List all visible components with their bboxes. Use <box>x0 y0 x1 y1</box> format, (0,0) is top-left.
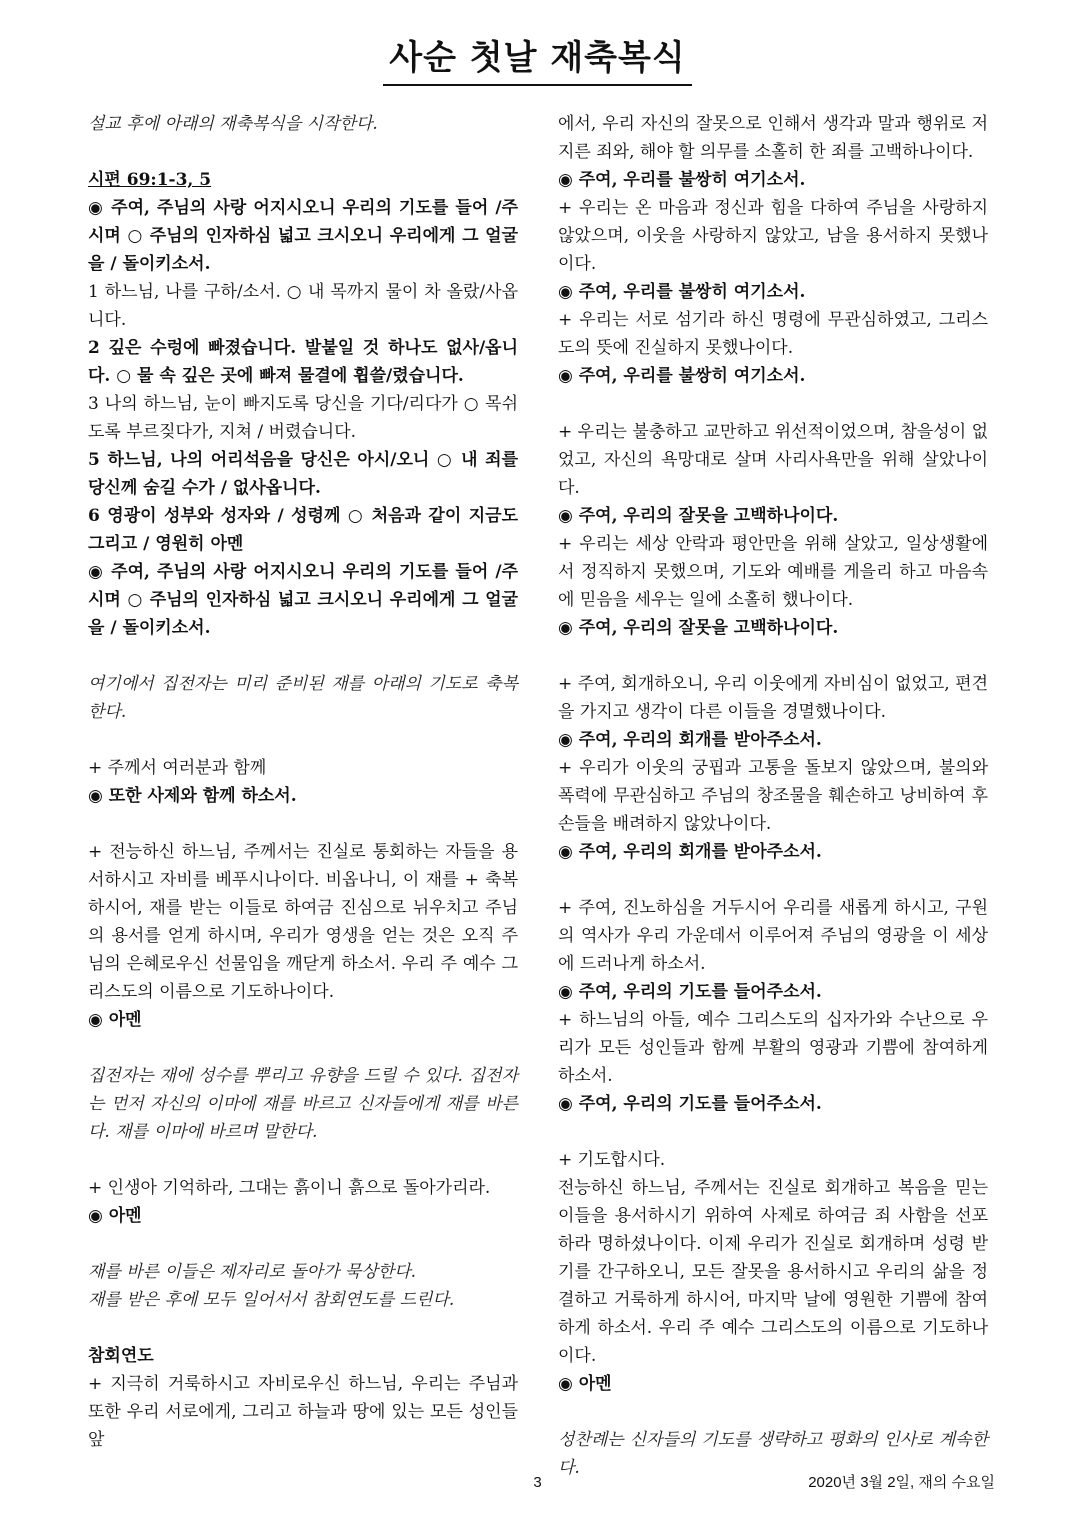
paragraph-spacer <box>88 1034 518 1062</box>
paragraph-spacer <box>558 642 988 670</box>
liturgy-text: + 인생아 기억하라, 그대는 흙이니 흙으로 돌아가리라. <box>88 1178 491 1198</box>
liturgy-text: + 기도합시다. <box>558 1150 666 1170</box>
rubric-text: 성찬례는 신자들의 기도를 생략하고 평화의 인사로 계속한다. <box>558 1430 988 1478</box>
right-column <box>558 110 988 1482</box>
liturgy-text: + 하느님의 아들, 예수 그리스도의 십자가와 수난으로 우리가 모든 성인들과 함께 부활의 영광과 기쁨에 참여하게 하소서. <box>558 1010 988 1086</box>
paragraph-spacer <box>88 726 518 754</box>
rubric-text: 집전자는 재에 성수를 뿌리고 유향을 드릴 수 있다. 집전자는 먼저 자신의 이마에 재를 바르고 신자들에게 재를 바른다. 재를 이마에 바르며 말한다. <box>88 1066 518 1142</box>
rubric-text: 설교 후에 아래의 재축복식을 시작한다. <box>88 114 378 134</box>
response-text: ◉ 주여, 주님의 사랑 어지시오니 우리의 기도를 들어 /주시며 ○ 주님의 인자하심 넓고 크시오니 우리에게 그 얼굴을 / 돌이키소서. <box>88 198 518 274</box>
response-text: ◉ 아멘 <box>88 1010 142 1030</box>
left-column <box>88 110 518 1454</box>
liturgy-text: + 우리가 이웃의 궁핍과 고통을 돌보지 않았으며, 불의와 폭력에 무관심하고 주님의 창조물을 훼손하고 낭비하여 후손들을 배려하지 않았나이다. <box>558 758 988 834</box>
liturgy-text: 전능하신 하느님, 주께서는 진실로 회개하고 복음을 믿는 이들을 용서하시기 위하여 사제로 하여금 죄 사함을 선포하라 명하셨나이다. 이제 우리가 진실로 회개하며 성령 받기를 간구하오니, 모든 잘못을 용서하시고 우리의 삶을 정결하고 거룩하게 하시어, 마지막 날에 영원한 기쁨에 참여하게 하소서. 우리 주 예수 그리스도의 이름으로 기도하나이다. <box>558 1178 988 1366</box>
liturgy-text: + 우리는 불충하고 교만하고 위선적이었으며, 참을성이 없었고, 자신의 욕망대로 살며 사리사욕만을 위해 살았나이다. <box>558 422 988 498</box>
response-text: 참회연도 <box>88 1346 154 1366</box>
response-text: ◉ 또한 사제와 함께 하소서. <box>88 786 297 806</box>
response-text: ◉ 주여, 우리의 기도를 들어주소서. <box>558 982 822 1002</box>
liturgy-text: + 주여, 회개하오니, 우리 이웃에게 자비심이 없었고, 편견을 가지고 생각이 다른 이들을 경멸했나이다. <box>558 674 988 722</box>
paragraph-spacer <box>88 642 518 670</box>
page-title-text: 사순 첫날 재축복식 <box>383 38 691 86</box>
liturgy-text: + 우리는 온 마음과 정신과 힘을 다하여 주님을 사랑하지 않았으며, 이웃을 사랑하지 않았고, 남을 용서하지 못했나이다. <box>558 198 988 274</box>
response-text: ◉ 주여, 주님의 사랑 어지시오니 우리의 기도를 들어 /주시며 ○ 주님의 인자하심 넓고 크시오니 우리에게 그 얼굴을 / 돌이키소서. <box>88 562 518 638</box>
liturgy-text: 1 하느님, 나를 구하/소서. ○ 내 목까지 물이 차 올랐/사옵니다. <box>88 282 518 330</box>
response-text: ◉ 주여, 우리의 회개를 받아주소서. <box>558 730 822 750</box>
liturgy-text: + 우리는 서로 섬기라 하신 명령에 무관심하였고, 그리스도의 뜻에 진실하지 못했나이다. <box>558 310 988 358</box>
liturgy-text: + 우리는 세상 안락과 평안만을 위해 살았고, 일상생활에서 정직하지 못했으며, 기도와 예배를 게을리 하고 마음속에 믿음을 세우는 일에 소홀히 했나이다. <box>558 534 988 610</box>
response-text: ◉ 주여, 우리를 불쌍히 여기소서. <box>558 366 806 386</box>
response-text: ◉ 주여, 우리의 잘못을 고백하나이다. <box>558 618 839 638</box>
rubric-text: 여기에서 집전자는 미리 준비된 재를 아래의 기도로 축복한다. <box>88 674 518 722</box>
response-text: 2 깊은 수렁에 빠졌습니다. 발붙일 것 하나도 없사/옵니다. ○ 물 속 깊은 곳에 빠져 물결에 휩쓸/렸습니다. <box>88 338 518 386</box>
liturgy-text: 3 나의 하느님, 눈이 빠지도록 당신을 기다/리다가 ○ 목쉬도록 부르짖다가, 지쳐 / 버렸습니다. <box>88 394 518 442</box>
liturgy-text: + 전능하신 하느님, 주께서는 진실로 통회하는 자들을 용서하시고 자비를 베푸시나이다. 비옵나니, 이 재를 + 축복하시어, 재를 받는 이들로 하여금 진심으로 뉘우치고 주님의 용서를 얻게 하시며, 우리가 영생을 얻는 것은 오직 주님의 은혜로우신 선물임을 깨닫게 하소서. 우리 주 예수 그리스도의 이름으로 기도하나이다. <box>88 842 518 1002</box>
paragraph-spacer <box>88 810 518 838</box>
rubric-text: 재를 바른 이들은 제자리로 돌아가 묵상한다. <box>88 1262 417 1282</box>
paragraph-spacer <box>88 1314 518 1342</box>
paragraph-spacer <box>558 866 988 894</box>
paragraph-spacer <box>558 390 988 418</box>
response-text: ◉ 아멘 <box>558 1374 612 1394</box>
response-text: ◉ 주여, 우리의 회개를 받아주소서. <box>558 842 822 862</box>
liturgy-text: + 주여, 진노하심을 거두시어 우리를 새롭게 하시고, 구원의 역사가 우리 가운데서 이루어져 주님의 영광을 이 세상에 드러나게 하소서. <box>558 898 988 974</box>
liturgy-text: + 주께서 여러분과 함께 <box>88 758 267 778</box>
rubric-text: 재를 받은 후에 모두 일어서서 참회연도를 드린다. <box>88 1290 455 1310</box>
paragraph-spacer <box>558 1118 988 1146</box>
response-text: ◉ 주여, 우리를 불쌍히 여기소서. <box>558 170 806 190</box>
response-text: ◉ 아멘 <box>88 1206 142 1226</box>
page-number: 3 <box>533 1474 542 1491</box>
response-text: 5 하느님, 나의 어리석음을 당신은 아시/오니 ○ 내 죄를 당신께 숨길 수가 / 없사옵니다. <box>88 450 518 498</box>
page-title <box>0 38 1075 86</box>
footer-date: 2020년 3월 2일, 재의 수요일 <box>808 1474 995 1491</box>
section-heading: 시편 69:1-3, 5 <box>88 170 212 190</box>
paragraph-spacer <box>88 1146 518 1174</box>
response-text: ◉ 주여, 우리를 불쌍히 여기소서. <box>558 282 806 302</box>
paragraph-spacer <box>558 1398 988 1426</box>
response-text: 6 영광이 성부와 성자와 / 성령께 ○ 처음과 같이 지금도 그리고 / 영원히 아멘 <box>88 506 518 554</box>
liturgy-text: 에서, 우리 자신의 잘못으로 인해서 생각과 말과 행위로 저지른 죄와, 해야 할 의무를 소홀히 한 죄를 고백하나이다. <box>558 114 988 162</box>
response-text: ◉ 주여, 우리의 잘못을 고백하나이다. <box>558 506 839 526</box>
response-text: ◉ 주여, 우리의 기도를 들어주소서. <box>558 1094 822 1114</box>
paragraph-spacer <box>88 1230 518 1258</box>
liturgy-text: + 지극히 거룩하시고 자비로우신 하느님, 우리는 주님과 또한 우리 서로에게, 그리고 하늘과 땅에 있는 모든 성인들 앞 <box>88 1374 518 1450</box>
paragraph-spacer <box>88 138 518 166</box>
